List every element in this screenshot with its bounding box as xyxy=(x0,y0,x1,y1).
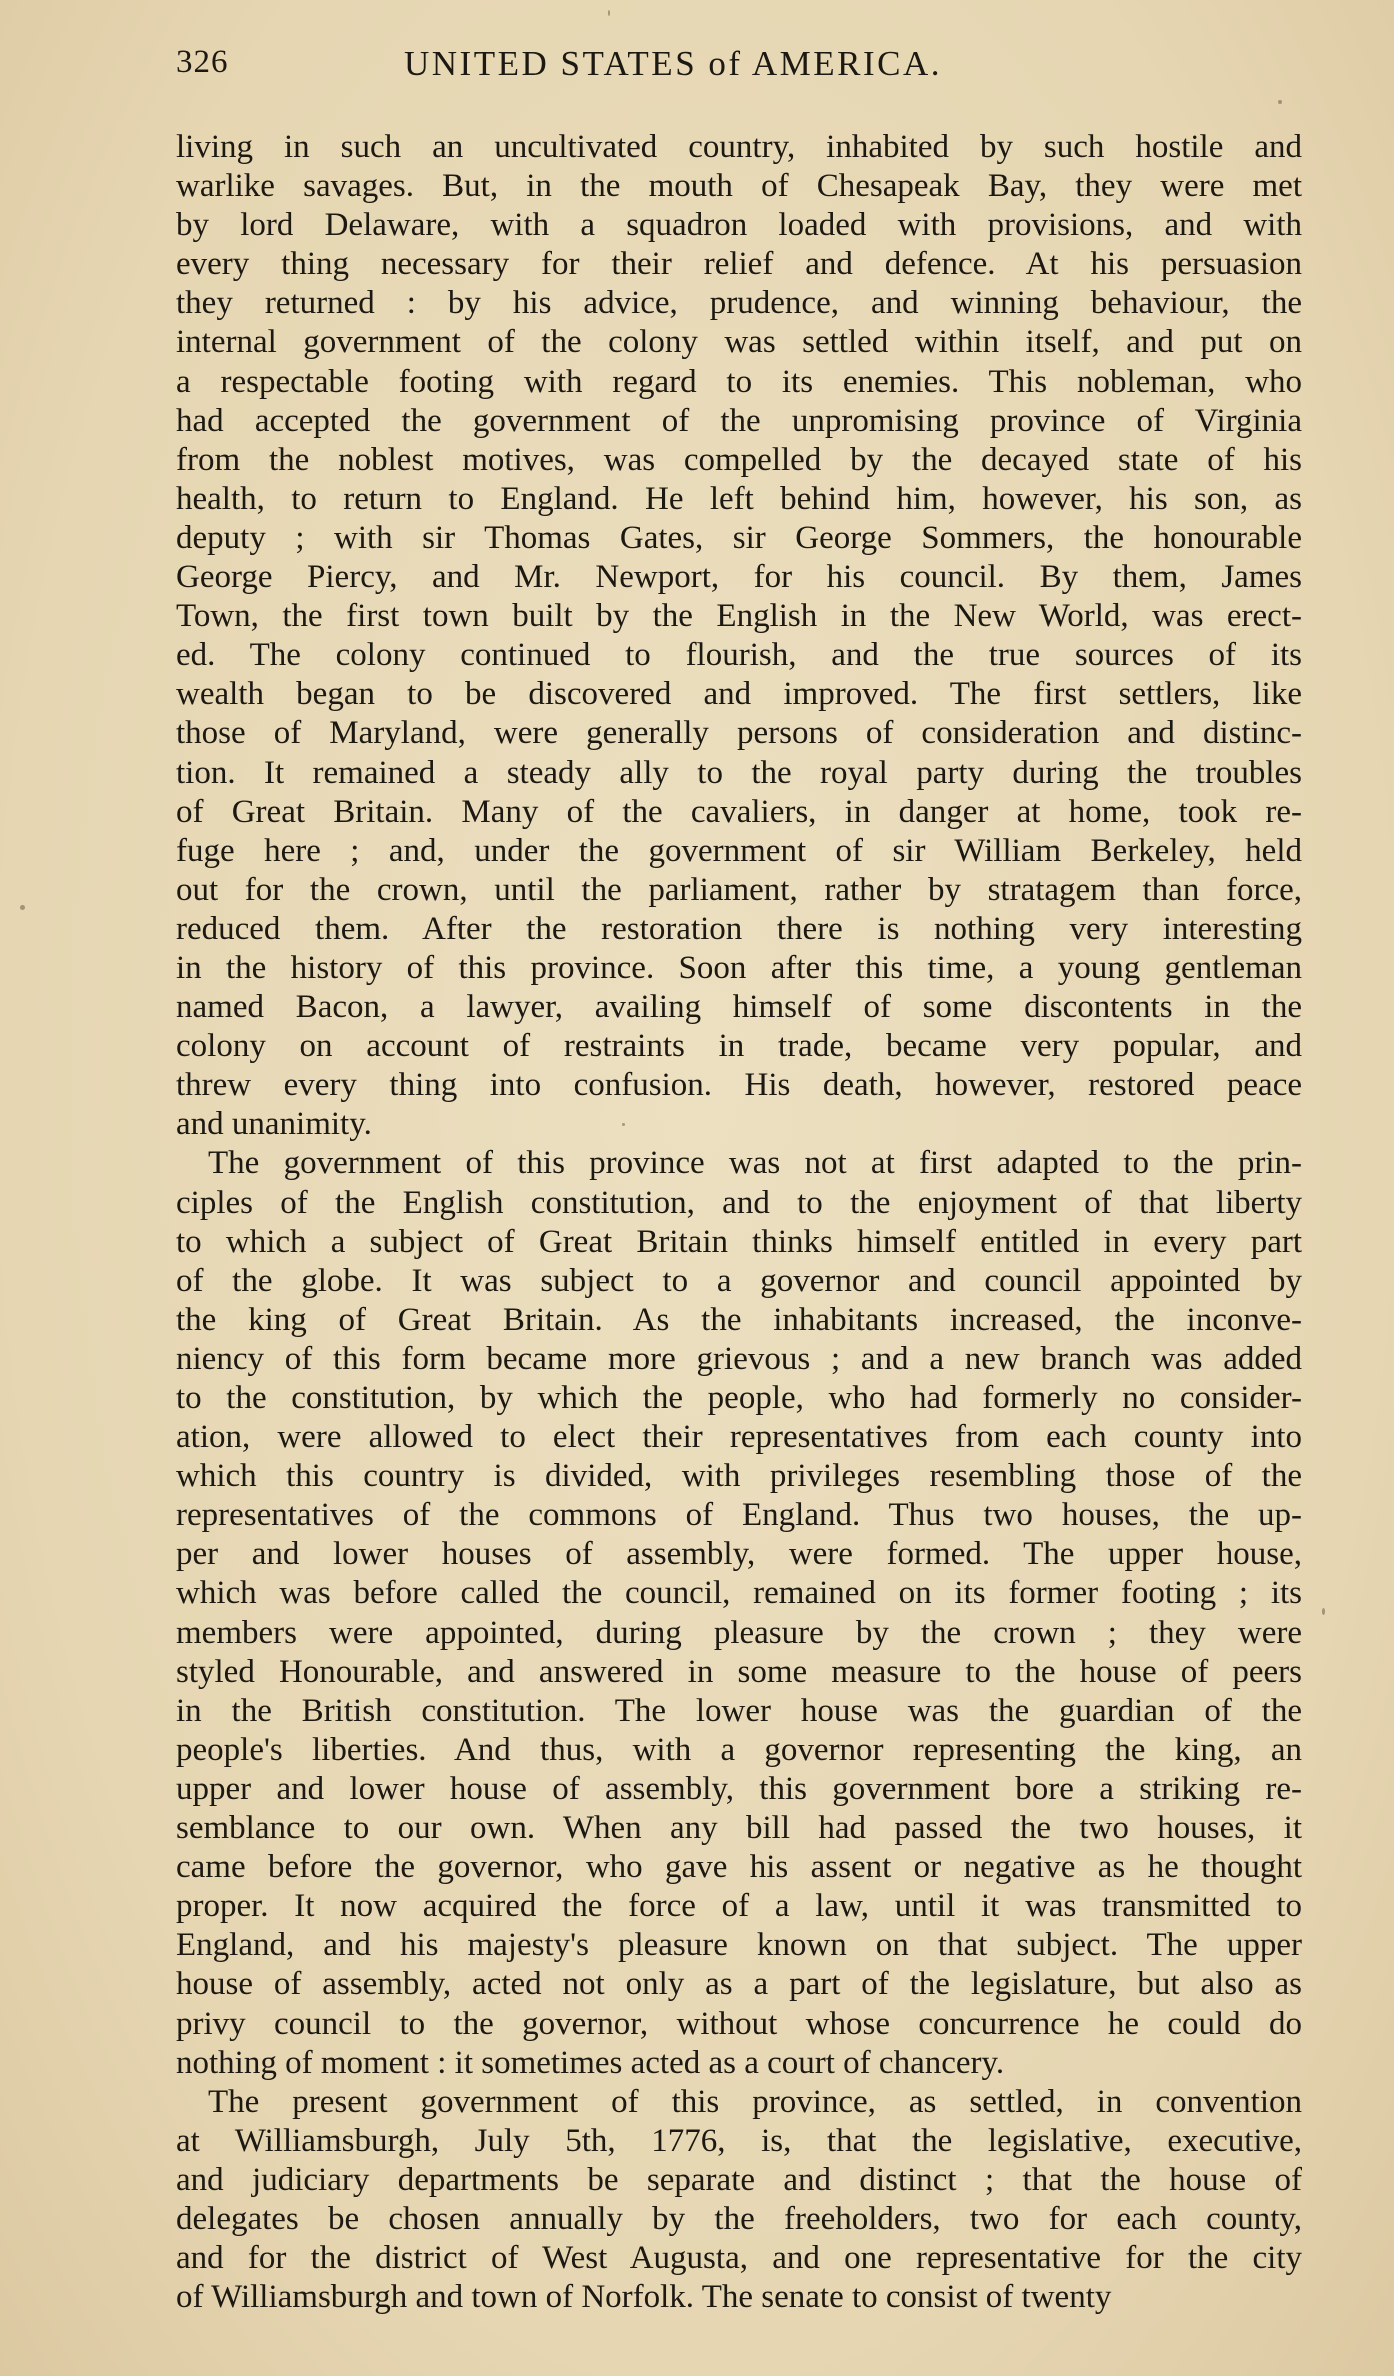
text-line: out for the crown, until the parliament, rather by stratagem than force, xyxy=(176,871,1302,908)
text-line: The government of this province was not at first adapted to the prin- xyxy=(208,1145,1302,1182)
text-line: privy council to the governor, without whose concurrence he could do xyxy=(176,2005,1302,2042)
text-line: proper. It now acquired the force of a law, until it was transmitted to xyxy=(176,1888,1302,1925)
text-line: of Great Britain. Many of the cavaliers, in danger at home, took re- xyxy=(176,793,1302,830)
text-line: members were appointed, during pleasure by the crown ; they were xyxy=(176,1614,1302,1651)
paper-speck xyxy=(622,1123,625,1126)
text-line: ciples of the English constitution, and to the enjoyment of that liberty xyxy=(176,1184,1302,1221)
text-line: house of assembly, acted not only as a part of the legislature, but also as xyxy=(176,1966,1302,2003)
text-line: warlike savages. But, in the mouth of Chesapeak Bay, they were met xyxy=(176,168,1302,205)
text-line: The present government of this province, as settled, in convention xyxy=(208,2083,1302,2120)
text-line: of the globe. It was subject to a governor and council appointed by xyxy=(176,1262,1302,1299)
text-line: of Williamsburgh and town of Norfolk. The senate to consist of twenty xyxy=(176,2279,1112,2316)
text-line: and judiciary departments be separate and distinct ; that the house of xyxy=(176,2161,1302,2198)
text-line: reduced them. After the restoration there is nothing very interesting xyxy=(176,910,1302,947)
text-line: a respectable footing with regard to its enemies. This nobleman, who xyxy=(176,363,1302,400)
body-text xyxy=(176,128,1302,2317)
text-line: to which a subject of Great Britain thinks himself entitled in every part xyxy=(176,1223,1302,1260)
text-line: niency of this form became more grievous ; and a new branch was added xyxy=(176,1340,1302,1377)
paragraph xyxy=(176,1144,1302,2082)
text-line: ation, were allowed to elect their representatives from each county into xyxy=(176,1419,1302,1456)
text-line: in the British constitution. The lower house was the guardian of the xyxy=(176,1692,1302,1729)
text-line: George Piercy, and Mr. Newport, for his council. By them, James xyxy=(176,559,1302,596)
paper-speck xyxy=(1278,100,1282,104)
text-line: and unanimity. xyxy=(176,1106,372,1143)
text-line: wealth began to be discovered and improved. The first settlers, like xyxy=(176,676,1302,713)
text-line: colony on account of restraints in trade, became very popular, and xyxy=(176,1028,1302,1065)
text-line: people's liberties. And thus, with a governor representing the king, an xyxy=(176,1731,1302,1768)
text-line: every thing necessary for their relief and defence. At his persuasion xyxy=(176,246,1302,283)
text-line: semblance to our own. When any bill had passed the two houses, it xyxy=(176,1810,1302,1847)
text-line: living in such an uncultivated country, inhabited by such hostile and xyxy=(176,129,1302,165)
text-line: fuge here ; and, under the government of sir William Berkeley, held xyxy=(176,832,1302,869)
text-line: nothing of moment : it sometimes acted as a court of chancery. xyxy=(176,2044,1005,2081)
text-line: deputy ; with sir Thomas Gates, sir George Sommers, the honourable xyxy=(176,519,1302,556)
text-line: and for the district of West Augusta, and one representative for the city xyxy=(176,2240,1302,2277)
text-line: styled Honourable, and answered in some measure to the house of peers xyxy=(176,1653,1302,1690)
text-line: in the history of this province. Soon after this time, a young gentleman xyxy=(176,949,1302,986)
page-number: 326 xyxy=(176,44,229,80)
text-line: from the noblest motives, was compelled by the decayed state of his xyxy=(176,441,1302,478)
paragraph xyxy=(176,2083,1302,2318)
text-line: England, and his majesty's pleasure known on that subject. The upper xyxy=(176,1927,1302,1964)
text-line: tion. It remained a steady ally to the royal party during the troubles xyxy=(176,754,1302,791)
paper-speck xyxy=(20,905,25,910)
text-line: delegates be chosen annually by the freeholders, two for each county, xyxy=(176,2200,1302,2237)
text-line: at Williamsburgh, July 5th, 1776, is, that the legislative, executive, xyxy=(176,2122,1302,2159)
text-line: which was before called the council, remained on its former footing ; its xyxy=(176,1575,1302,1612)
text-line: named Bacon, a lawyer, availing himself of some discontents in the xyxy=(176,989,1302,1026)
running-head xyxy=(176,44,1298,94)
text-line: ed. The colony continued to flourish, and the true sources of its xyxy=(176,637,1302,674)
text-line: by lord Delaware, with a squadron loaded with provisions, and with xyxy=(176,207,1302,244)
paper-speck xyxy=(608,10,610,16)
text-line: those of Maryland, were generally persons of consideration and distinc- xyxy=(176,715,1302,752)
paper-speck xyxy=(1322,1608,1325,1615)
text-line: representatives of the commons of England. Thus two houses, the up- xyxy=(176,1497,1302,1534)
text-line: they returned : by his advice, prudence, and winning behaviour, the xyxy=(176,285,1302,322)
text-line: upper and lower house of assembly, this government bore a striking re- xyxy=(176,1770,1302,1807)
text-line: had accepted the government of the unpromising province of Virginia xyxy=(176,402,1302,439)
text-line: came before the governor, who gave his assent or negative as he thought xyxy=(176,1849,1302,1886)
paragraph xyxy=(176,128,1302,1144)
text-line: per and lower houses of assembly, were formed. The upper house, xyxy=(176,1536,1302,1573)
text-line: threw every thing into confusion. His death, however, restored peace xyxy=(176,1067,1302,1104)
text-line: internal government of the colony was settled within itself, and put on xyxy=(176,324,1302,361)
text-line: which this country is divided, with privileges resembling those of the xyxy=(176,1458,1302,1495)
text-line: Town, the first town built by the English in the New World, was erect- xyxy=(176,598,1302,635)
text-line: health, to return to England. He left behind him, however, his son, as xyxy=(176,480,1302,517)
text-line: to the constitution, by which the people, who had formerly no consider- xyxy=(176,1380,1302,1416)
text-line: the king of Great Britain. As the inhabitants increased, the inconve- xyxy=(176,1301,1302,1338)
page-title: UNITED STATES of AMERICA. xyxy=(404,44,943,83)
